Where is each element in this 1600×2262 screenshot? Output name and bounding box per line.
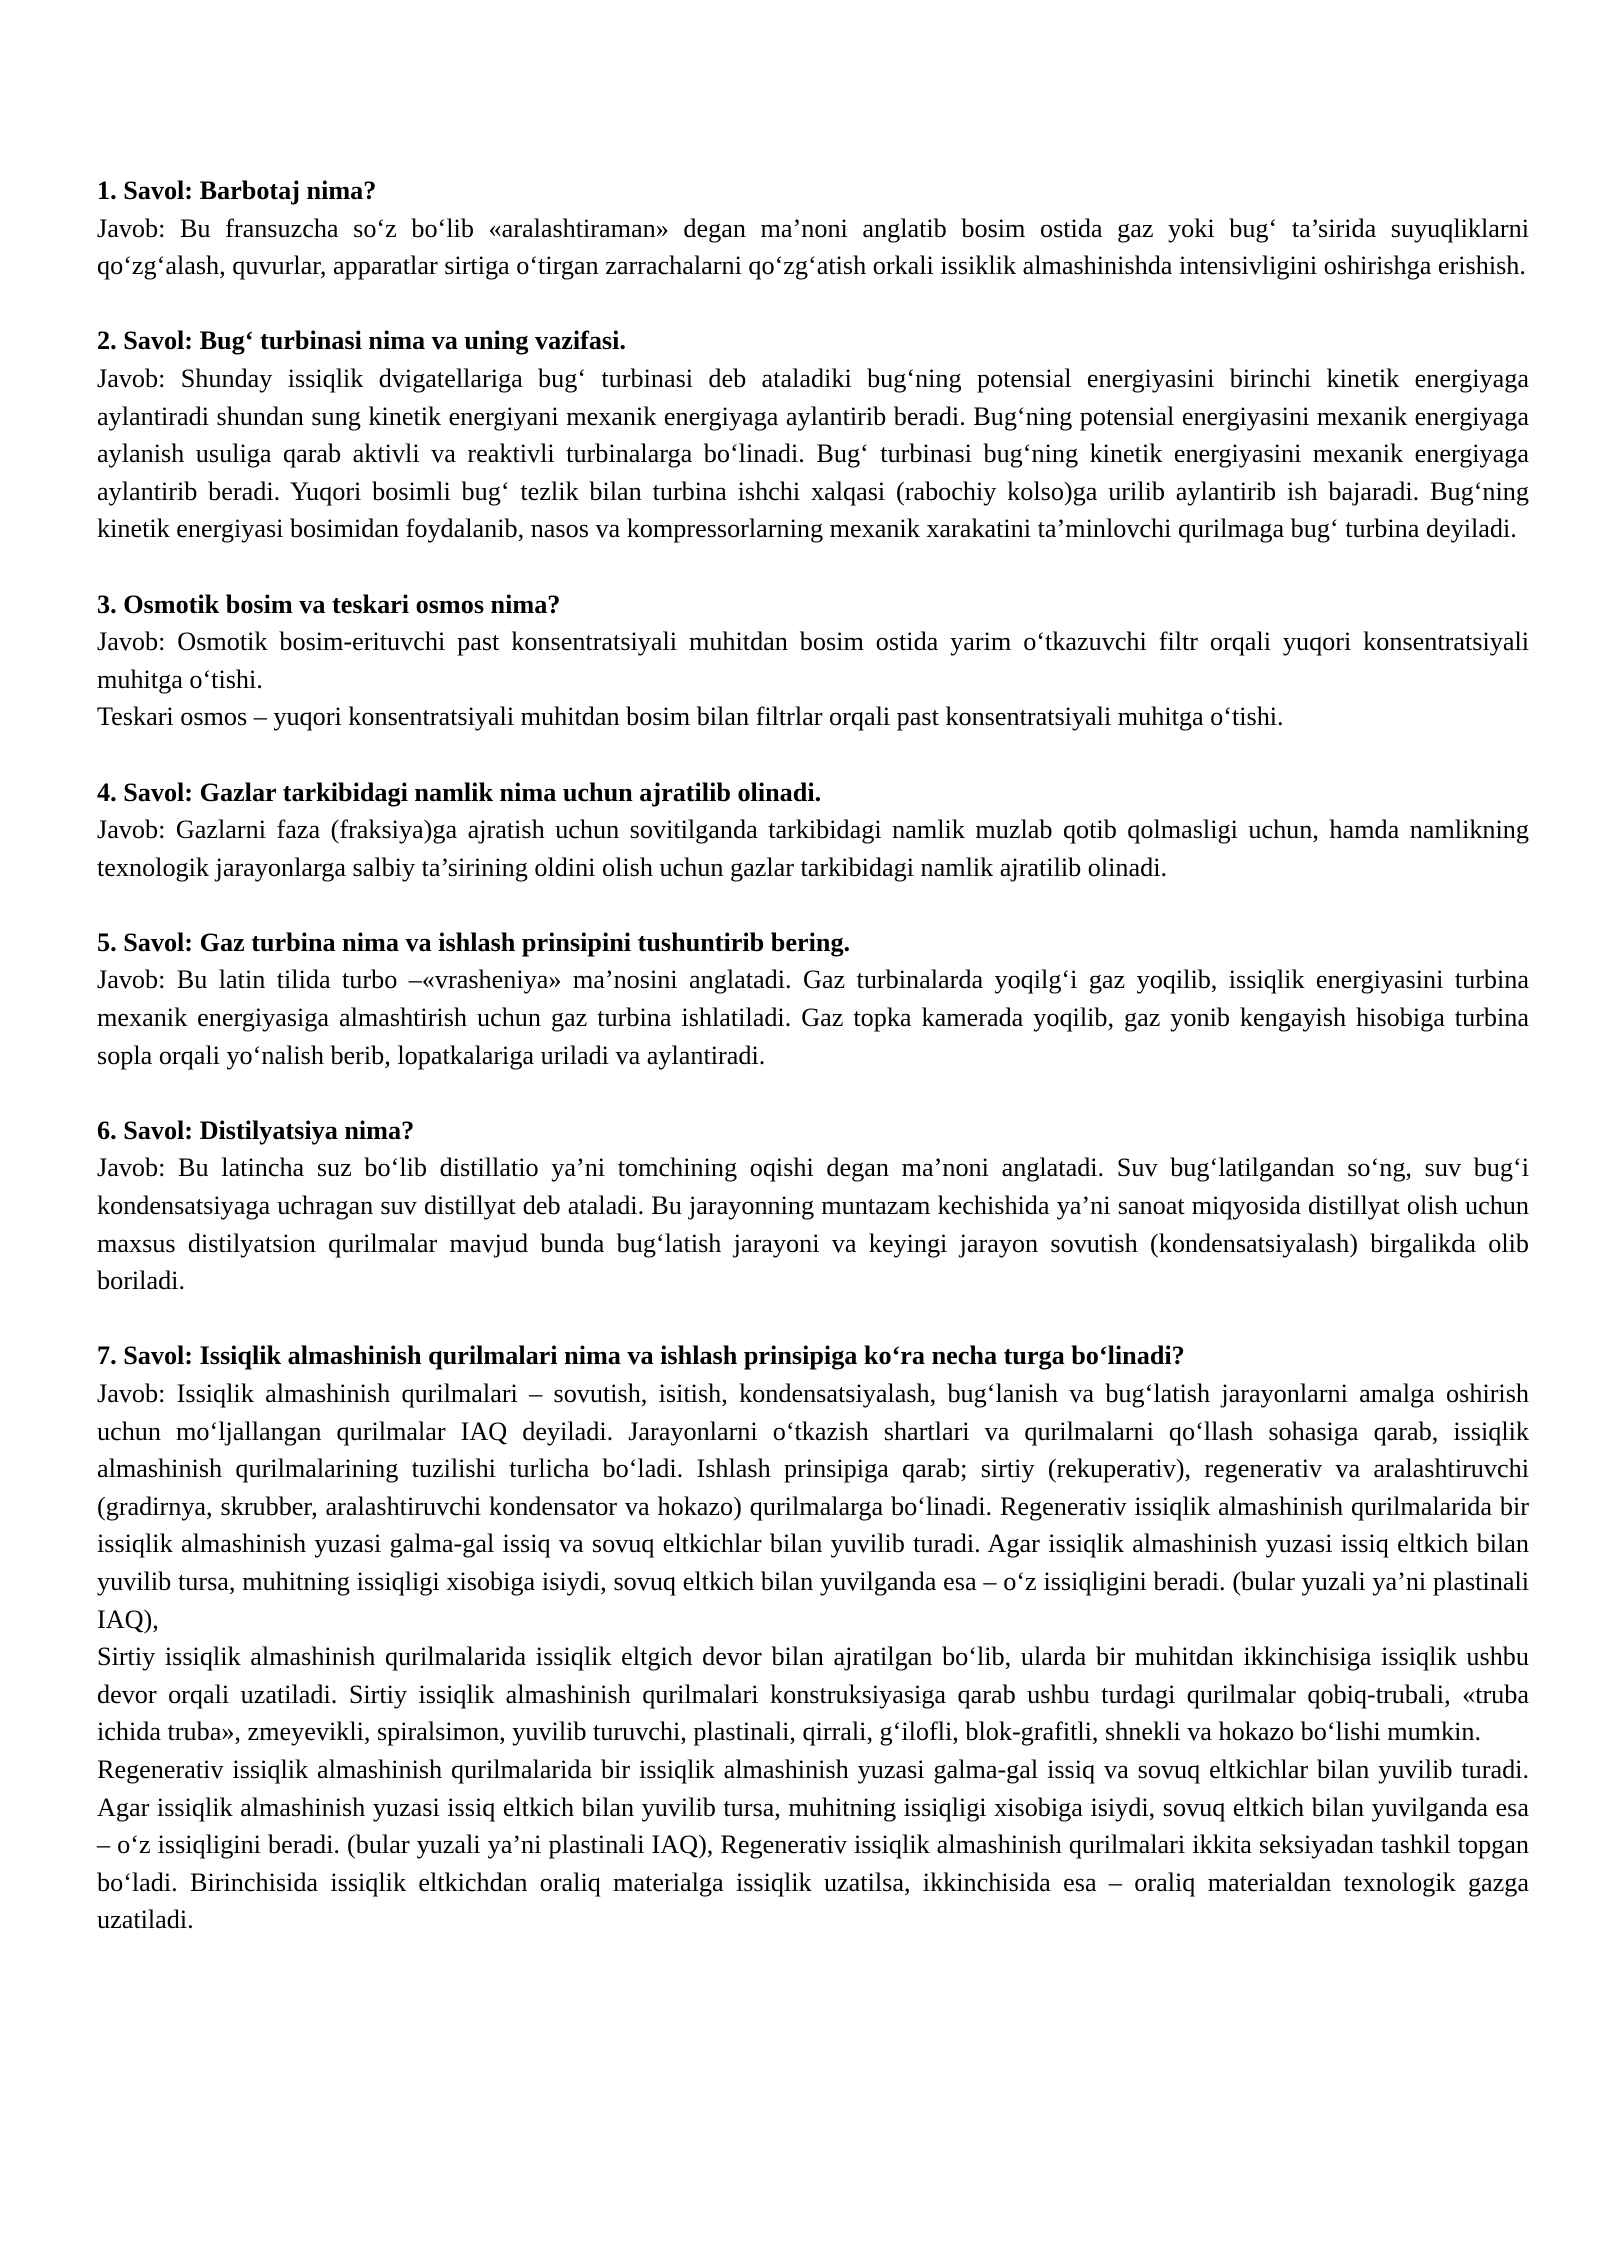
question-heading: 2. Savol: Bug‘ turbinasi nima va uning vazifasi.: [97, 326, 626, 356]
qa-block-6: [97, 1112, 1529, 1300]
question-heading: 7. Savol: Issiqlik almashinish qurilmalari nima va ishlash prinsipiga ko‘ra necha turga bo‘linadi?: [97, 1341, 1185, 1371]
answer-paragraph: Regenerativ issiqlik almashinish qurilmalarida bir issiqlik almashinish yuzasi galma-gal issiq va sovuq eltkichlar bilan yuvilib turadi. Agar issiqlik almashinish yuzasi issiq eltkich bilan yuvilib tursa, muhitning issiqligi xisobiga isiydi, sovuq eltkich bilan yuvilganda esa – o‘z issiqligini beradi. (bular yuzali ya’ni plastinali IAQ), Regenerativ issiqlik almashinish qurilmalari ikkita seksiyadan tashkil topgan bo‘ladi. Birinchisida issiqlik eltkichdan oraliq materialga issiqlik uzatilsa, ikkinchisida esa – oraliq materialdan texnologik gazga uzatiladi.: [97, 1754, 1529, 1935]
qa-block-3: [97, 586, 1529, 736]
document-page: [97, 172, 1529, 1977]
answer-paragraph: Javob: Issiqlik almashinish qurilmalari – sovutish, isitish, kondensatsiyalash, bug‘lanish va bug‘latish jarayonlarni amalga oshirish uchun mo‘ljallangan qurilmalar IAQ deyiladi. Jarayonlarni o‘tkazish shartlari va qurilmalarni qo‘llash sohasiga qarab, issiqlik almashinish qurilmalarining tuzilishi turlicha bo‘ladi. Ishlash prinsipiga qarab; sirtiy (rekuperativ), regenerativ va aralashtiruvchi (gradirnya, skrubber, aralashtiruvchi kondensator va hokazo) qurilmalarga bo‘linadi. Regenerativ issiqlik almashinish qurilmalarida bir issiqlik almashinish yuzasi galma-gal issiq va sovuq eltkichlar bilan yuvilib turadi. Agar issiqlik almashinish yuzasi issiq eltkich bilan yuvilib tursa, muhitning issiqligi xisobiga isiydi, sovuq eltkich bilan yuvilganda esa – o‘z issiqligini beradi. (bular yuzali ya’ni plastinali IAQ),: [97, 1379, 1529, 1634]
question-heading: 3. Osmotik bosim va teskari osmos nima?: [97, 589, 561, 619]
question-heading: 1. Savol: Barbotaj nima?: [97, 176, 377, 205]
qa-block-7: [97, 1337, 1529, 1939]
answer-paragraph: Javob: Bu fransuzcha so‘z bo‘lib «aralashtiraman» degan ma’noni anglatib bosim ostida gaz yoki bug‘ ta’sirida suyuqliklarni qo‘zg‘alash, quvurlar, apparatlar sirtiga o‘tirgan zarrachalarni qo‘zg‘atish orkali issiklik almashinishda intensivligini oshirishga erishish.: [97, 213, 1529, 281]
question-heading: 5. Savol: Gaz turbina nima va ishlash prinsipini tushuntirib bering.: [97, 927, 851, 957]
answer-paragraph: Teskari osmos – yuqori konsentratsiyali muhitdan bosim bilan filtrlar orqali past konsentratsiyali muhitga o‘tishi.: [97, 702, 1284, 732]
qa-block-5: [97, 924, 1529, 1074]
answer-paragraph: Javob: Bu latin tilida turbo –«vrasheniya» ma’nosini anglatadi. Gaz turbinalarda yoqilg‘i gaz yoqilib, issiqlik energiyasini turbina mexanik energiyasiga almashtirish uchun gaz turbina ishlatiladi. Gaz topka kamerada yoqilib, gaz yonib kengayish hisobiga turbina sopla orqali yo‘nalish berib, lopatkalariga uriladi va aylantiradi.: [97, 965, 1529, 1070]
qa-block-4: [97, 774, 1529, 887]
answer-paragraph: Javob: Gazlarni faza (fraksiya)ga ajratish uchun sovitilganda tarkibidagi namlik muzlab qotib qolmasligi uchun, hamda namlikning texnologik jarayonlarga salbiy ta’sirining oldini olish uchun gazlar tarkibidagi namlik ajratilib olinadi.: [97, 815, 1529, 882]
question-heading: 4. Savol: Gazlar tarkibidagi namlik nima uchun ajratilib olinadi.: [97, 777, 822, 807]
answer-paragraph: Javob: Osmotik bosim-erituvchi past konsentratsiyali muhitdan bosim ostida yarim o‘tkazuvchi filtr orqali yuqori konsentratsiyali muhitga o‘tishi.: [97, 627, 1529, 694]
answer-paragraph: Javob: Bu latincha suz bo‘lib distillatio ya’ni tomchining oqishi degan ma’noni anglatadi. Suv bug‘latilgandan so‘ng, suv bug‘i kondensatsiyaga uchragan suv distillyat deb ataladi. Bu jarayonning muntazam kechishida ya’ni sanoat miqyosida distillyat olish uchun maxsus distilyatsion qurilmalar mavjud bunda bug‘latish jarayoni va keyingi jarayon sovutish (kondensatsiyalash) birgalikda olib boriladi.: [97, 1153, 1529, 1296]
qa-block-2: [97, 322, 1529, 548]
answer-paragraph: Javob: Shunday issiqlik dvigatellariga bug‘ turbinasi deb ataladiki bug‘ning potensial energiyasini birinchi kinetik energiyaga aylantiradi shundan sung kinetik energiyani mexanik energiyaga aylantirib beradi. Bug‘ning potensial energiyasini mexanik energiyaga aylanish usuliga qarab aktivli va reaktivli turbinalarga bo‘linadi. Bug‘ turbinasi bug‘ning kinetik energiyasini mexanik energiyaga aylantirib beradi. Yuqori bosimli bug‘ tezlik bilan turbina ishchi xalqasi (rabochiy kolso)ga urilib aylantirib ish bajaradi. Bug‘ning kinetik energiyasi bosimidan foydalanib, nasos va kompressorlarning mexanik xarakatini ta’minlovchi qurilmaga bug‘ turbina deyiladi.: [97, 363, 1529, 544]
answer-paragraph: Sirtiy issiqlik almashinish qurilmalarida issiqlik eltgich devor bilan ajratilgan bo‘lib, ularda bir muhitdan ikkinchisiga issiqlik ushbu devor orqali uzatiladi. Sirtiy issiqlik almashinish qurilmalari konstruksiyasiga qarab ushbu turdagi qurilmalar qobiq-trubali, «truba ichida truba», zmeyevikli, spiralsimon, yuvilib turuvchi, plastinali, qirrali, g‘ilofli, blok-grafitli, shnekli va hokazo bo‘lishi mumkin.: [97, 1642, 1529, 1747]
question-heading: 6. Savol: Distilyatsiya nima?: [97, 1115, 415, 1145]
qa-block-1: [97, 172, 1529, 285]
